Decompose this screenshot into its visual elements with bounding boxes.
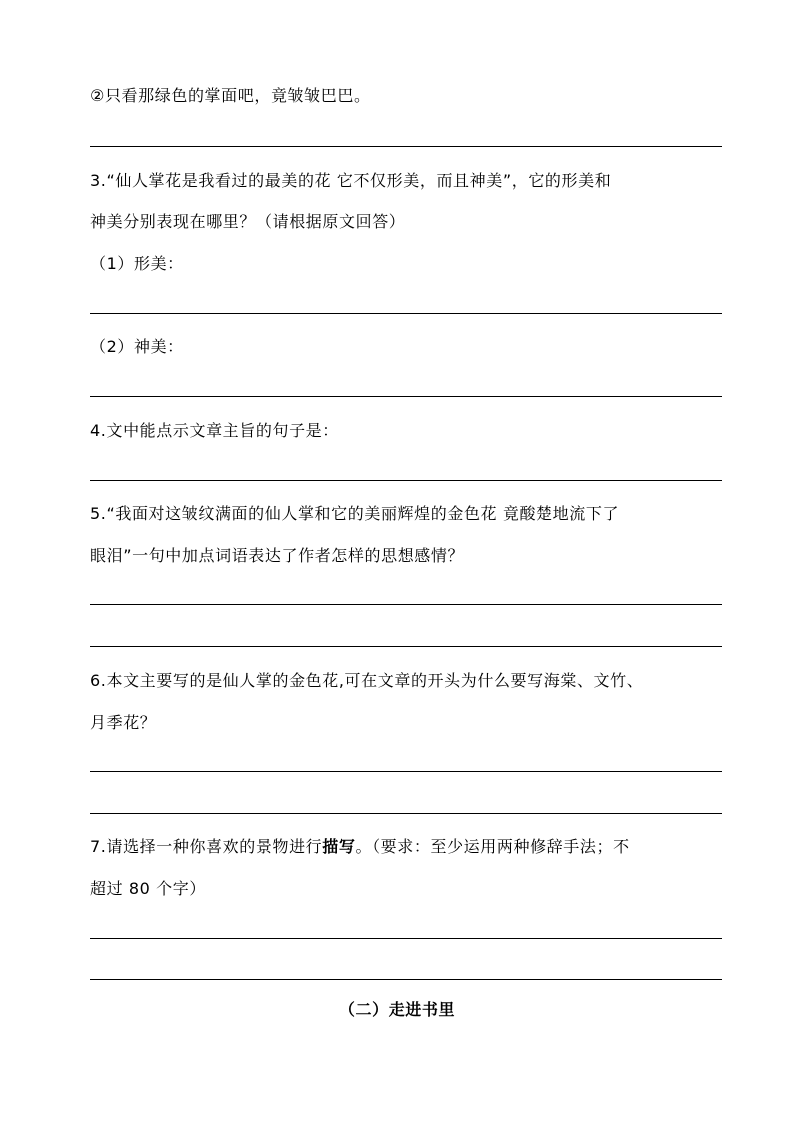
- answer-line-q4[interactable]: [90, 480, 722, 481]
- answer-line-q5-1[interactable]: [90, 604, 722, 605]
- q3-part1-label: （1）形美：: [90, 254, 184, 273]
- q7-prompt-line2: 超过 80 个字）: [90, 879, 206, 898]
- answer-line-q2[interactable]: [90, 146, 722, 147]
- q6-prompt-line1: 6.本文主要写的是仙人掌的金色花,可在文章的开头为什么要写海棠、文竹、: [90, 671, 644, 690]
- answer-line-q6-2[interactable]: [90, 813, 722, 814]
- answer-line-q6-1[interactable]: [90, 771, 722, 772]
- answer-line-q7-2[interactable]: [90, 979, 722, 980]
- q2-item-2-text: ②只看那绿色的掌面吧，竟皱皱巴巴。: [90, 86, 371, 105]
- q6-prompt-line2: 月季花？: [90, 713, 157, 732]
- q7-prompt-part-b: 。（要求：至少运用两种修辞手法；不: [355, 837, 630, 856]
- q3-part2-label: （2）神美：: [90, 337, 184, 356]
- section-title: （二）走进书里: [338, 1000, 456, 1019]
- q3-prompt-line1: 3.“仙人掌花是我看过的最美的花 它不仅形美，而且神美”，它的形美和: [90, 171, 612, 190]
- q7-prompt-line1: [90, 836, 630, 858]
- q5-prompt-line1: 5.“我面对这皱纹满面的仙人掌和它的美丽辉煌的金色花 竟酸楚地流下了: [90, 504, 620, 523]
- q7-prompt-part-a: 7.请选择一种你喜欢的景物进行: [90, 837, 323, 856]
- q5-prompt-line2: 眼泪”一句中加点词语表达了作者怎样的思想感情？: [90, 546, 465, 565]
- answer-line-q5-2[interactable]: [90, 646, 722, 647]
- q7-prompt-keyword: 描写: [322, 837, 356, 856]
- q4-prompt: 4.文中能点示文章主旨的句子是：: [90, 421, 339, 440]
- answer-line-q7-1[interactable]: [90, 938, 722, 939]
- answer-line-q3-part1[interactable]: [90, 313, 722, 314]
- q3-prompt-line2: 神美分别表现在哪里？（请根据原文回答）: [90, 212, 406, 231]
- answer-line-q3-part2[interactable]: [90, 396, 722, 397]
